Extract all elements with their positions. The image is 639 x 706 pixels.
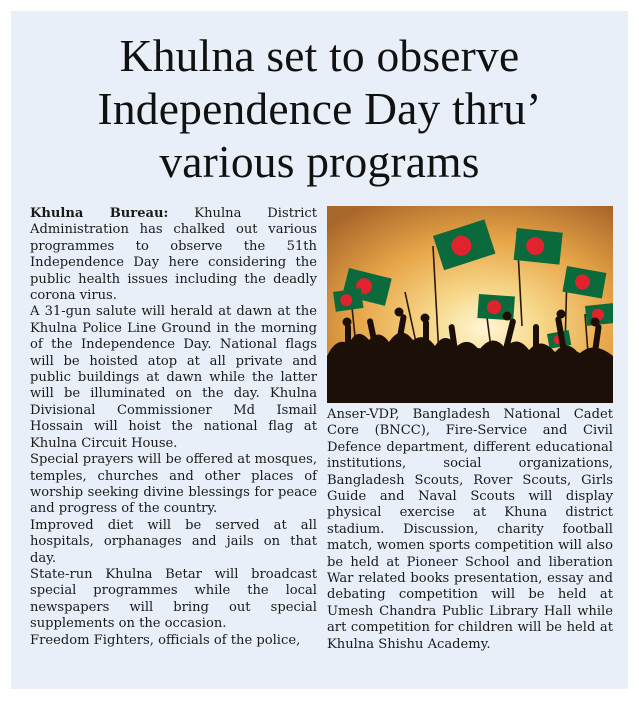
body-paragraph: Special prayers will be offered at mosques, temples, churches and other places of worship seeking divine blessings for peace and progress of the country.	[30, 452, 317, 517]
headline-line: Khulna set to observe	[119, 30, 520, 81]
body-paragraph: Freedom Fighters, officials of the police,	[30, 632, 301, 648]
lead-text: Khulna District Administration has chalked out various programmes to observe the 51th Independence Day here considering the public health issues including the deadly corona virus.	[30, 206, 317, 304]
newspaper-clipping	[11, 11, 628, 689]
flags-photo	[327, 206, 613, 403]
left-column	[30, 206, 317, 649]
headline-line: various programs	[159, 136, 480, 187]
body-paragraph: A 31-gun salute will herald at dawn at the Khulna Police Line Ground in the morning of the Independence Day. National flags will be hoisted atop at all private and public buildings at dawn while the latter will be illuminated on the day. Khulna Divisional Commissioner Md Ismail Hossain will hoist the national flag at Khulna Circuit House.	[30, 304, 317, 451]
headline	[11, 29, 628, 188]
lead-paragraph	[30, 206, 317, 304]
headline-line: Independence Day thru’	[97, 83, 542, 134]
flags-crowd-image	[327, 206, 613, 403]
body-paragraph: State-run Khulna Betar will broadcast special programmes while the local newspapers will bring out special supplements on the occasion.	[30, 566, 317, 632]
byline: Khulna Bureau:	[30, 206, 169, 221]
body-paragraph: Improved diet will be served at all hospitals, orphanages and jails on that day.	[30, 517, 317, 566]
right-column	[327, 407, 613, 653]
body-paragraph: Anser-VDP, Bangladesh National Cadet Core (BNCC), Fire-Service and Civil Defence department, different educational institutions, social organizations, Bangladesh Scouts, Rover Scouts, Girls Guide and Naval Scouts will display physical exercise at Khuna district stadium. Discussion, charity football match, women sports competition will also be held at Pioneer School and liberation War related books presentation, essay and debating competition will be held at Umesh Chandra Public Library Hall while art competition for children will be held at Khulna Shishu Academy.	[327, 407, 613, 652]
